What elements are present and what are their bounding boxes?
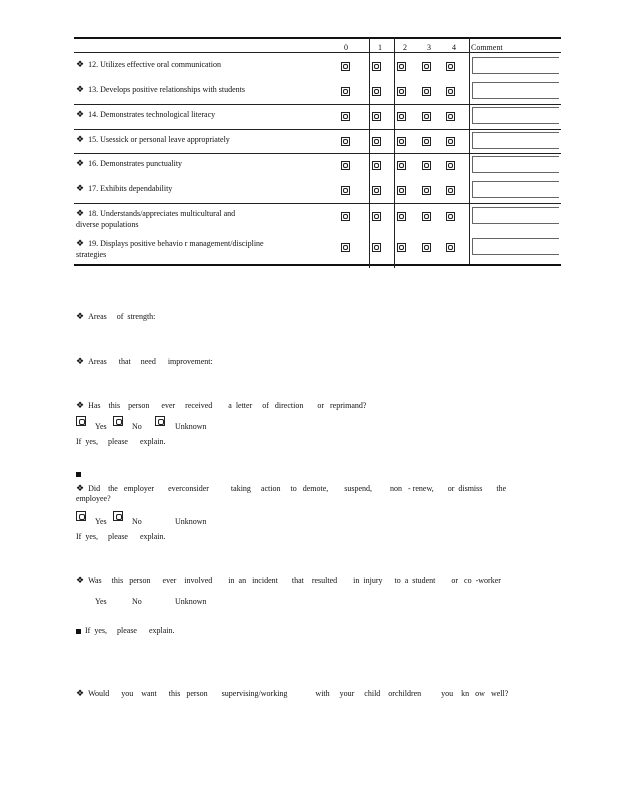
diamond-bullet-icon: ❖: [76, 356, 85, 366]
square-bullet-icon: [76, 472, 81, 477]
letter-yes-checkbox[interactable]: [76, 416, 86, 426]
rating-checkbox[interactable]: [372, 243, 381, 252]
header-4: 4: [452, 43, 456, 52]
comment-field[interactable]: [472, 57, 559, 74]
evaluation-table: [74, 37, 561, 268]
incident-unknown-label: Unknown: [175, 597, 207, 606]
rating-checkbox[interactable]: [446, 212, 455, 221]
letter-explain: If yes, please explain.: [76, 437, 166, 446]
square-bullet-icon: [76, 629, 81, 634]
rating-checkbox[interactable]: [422, 112, 431, 121]
demote-no-label: No: [132, 517, 142, 526]
diamond-bullet-icon: ❖: [76, 688, 85, 698]
rating-checkbox[interactable]: [372, 161, 381, 170]
rating-checkbox[interactable]: [446, 186, 455, 195]
rating-checkbox[interactable]: [446, 112, 455, 121]
rating-checkbox[interactable]: [422, 62, 431, 71]
rating-checkbox[interactable]: [372, 137, 381, 146]
rating-checkbox[interactable]: [397, 112, 406, 121]
comment-field[interactable]: [472, 181, 559, 198]
diamond-bullet-icon: ❖: [76, 158, 85, 168]
areas-of-strength: ❖ Areas of strength:: [76, 311, 156, 321]
header-3: 3: [427, 43, 431, 52]
question-child: ❖ Would you want this person supervising/working with your child orchildren you kn ow well?: [76, 688, 509, 698]
row-label-17: ❖ 17. Exhibits dependability: [76, 183, 173, 193]
diamond-bullet-icon: ❖: [76, 59, 85, 69]
letter-unknown-label: Unknown: [175, 422, 207, 431]
header-comment: Comment: [471, 43, 503, 52]
diamond-bullet-icon: ❖: [76, 483, 85, 493]
rating-checkbox[interactable]: [422, 186, 431, 195]
diamond-bullet-icon: ❖: [76, 575, 85, 585]
letter-no-label: No: [132, 422, 142, 431]
demote-explain: If yes, please explain.: [76, 532, 166, 541]
diamond-bullet-icon: ❖: [76, 84, 85, 94]
question-incident: ❖ Was this person ever involved in an incident that resulted in injury to a student or co -worker: [76, 575, 501, 585]
comment-field[interactable]: [472, 132, 559, 149]
rating-checkbox[interactable]: [341, 87, 350, 96]
demote-no-checkbox[interactable]: [113, 511, 123, 521]
letter-unknown-checkbox[interactable]: [155, 416, 165, 426]
rating-checkbox[interactable]: [422, 137, 431, 146]
rating-checkbox[interactable]: [341, 112, 350, 121]
rating-checkbox[interactable]: [422, 161, 431, 170]
row-label-16: ❖ 16. Demonstrates punctuality: [76, 158, 183, 168]
comment-field[interactable]: [472, 107, 559, 124]
rating-checkbox[interactable]: [341, 161, 350, 170]
diamond-bullet-icon: ❖: [76, 311, 85, 321]
header-2: 2: [403, 43, 407, 52]
rating-checkbox[interactable]: [397, 62, 406, 71]
rating-checkbox[interactable]: [422, 87, 431, 96]
rating-checkbox[interactable]: [397, 243, 406, 252]
row-label-19: ❖ 19. Displays positive behavio r management/discipline strategies: [76, 238, 264, 259]
diamond-bullet-icon: ❖: [76, 400, 85, 410]
rating-checkbox[interactable]: [372, 112, 381, 121]
rating-checkbox[interactable]: [422, 212, 431, 221]
demote-unknown-label: Unknown: [175, 517, 207, 526]
diamond-bullet-icon: ❖: [76, 134, 85, 144]
black-square-marker: [76, 469, 85, 478]
question-demote: ❖ Did the employer everconsider taking action to demote, suspend, non - renew, or dismiss the: [76, 483, 507, 493]
rating-checkbox[interactable]: [446, 243, 455, 252]
demote-yes-label: Yes: [95, 517, 107, 526]
rating-checkbox[interactable]: [341, 137, 350, 146]
header-0: 0: [344, 43, 348, 52]
row-label-18: ❖ 18. Understands/appreciates multicultural and diverse populations: [76, 208, 236, 229]
rating-checkbox[interactable]: [397, 87, 406, 96]
diamond-bullet-icon: ❖: [76, 208, 85, 218]
comment-field[interactable]: [472, 238, 559, 255]
areas-need-improvement: ❖ Areas that need improvement:: [76, 356, 213, 366]
comment-field[interactable]: [472, 207, 559, 224]
rating-checkbox[interactable]: [397, 186, 406, 195]
comment-field[interactable]: [472, 82, 559, 99]
rating-checkbox[interactable]: [341, 243, 350, 252]
rating-checkbox[interactable]: [422, 243, 431, 252]
rating-checkbox[interactable]: [446, 62, 455, 71]
rating-checkbox[interactable]: [372, 62, 381, 71]
incident-no-label: No: [132, 597, 142, 606]
demote-yes-checkbox[interactable]: [76, 511, 86, 521]
row-label-14: ❖ 14. Demonstrates technological literacy: [76, 109, 216, 119]
rating-checkbox[interactable]: [372, 186, 381, 195]
question-demote-2: employee?: [76, 494, 111, 503]
rating-checkbox[interactable]: [372, 87, 381, 96]
incident-yes-label: Yes: [95, 597, 107, 606]
row-label-12: ❖ 12. Utilizes effective oral communication: [76, 59, 221, 69]
letter-yes-label: Yes: [95, 422, 107, 431]
diamond-bullet-icon: ❖: [76, 183, 85, 193]
rating-checkbox[interactable]: [372, 212, 381, 221]
rating-checkbox[interactable]: [341, 62, 350, 71]
rating-checkbox[interactable]: [397, 137, 406, 146]
diamond-bullet-icon: ❖: [76, 238, 85, 248]
rating-checkbox[interactable]: [341, 186, 350, 195]
rating-checkbox[interactable]: [397, 212, 406, 221]
rating-checkbox[interactable]: [341, 212, 350, 221]
row-label-15: ❖ 15. Usessick or personal leave appropriately: [76, 134, 230, 144]
header-1: 1: [378, 43, 382, 52]
diamond-bullet-icon: ❖: [76, 109, 85, 119]
rating-checkbox[interactable]: [446, 137, 455, 146]
rating-checkbox[interactable]: [397, 161, 406, 170]
incident-explain: If yes, please explain.: [76, 626, 175, 635]
row-label-13: ❖ 13. Develops positive relationships with students: [76, 84, 245, 94]
rating-checkbox[interactable]: [446, 87, 455, 96]
rating-checkbox[interactable]: [446, 161, 455, 170]
comment-field[interactable]: [472, 156, 559, 173]
question-letter: ❖ Has this person ever received a letter of direction or reprimand?: [76, 400, 367, 410]
letter-no-checkbox[interactable]: [113, 416, 123, 426]
